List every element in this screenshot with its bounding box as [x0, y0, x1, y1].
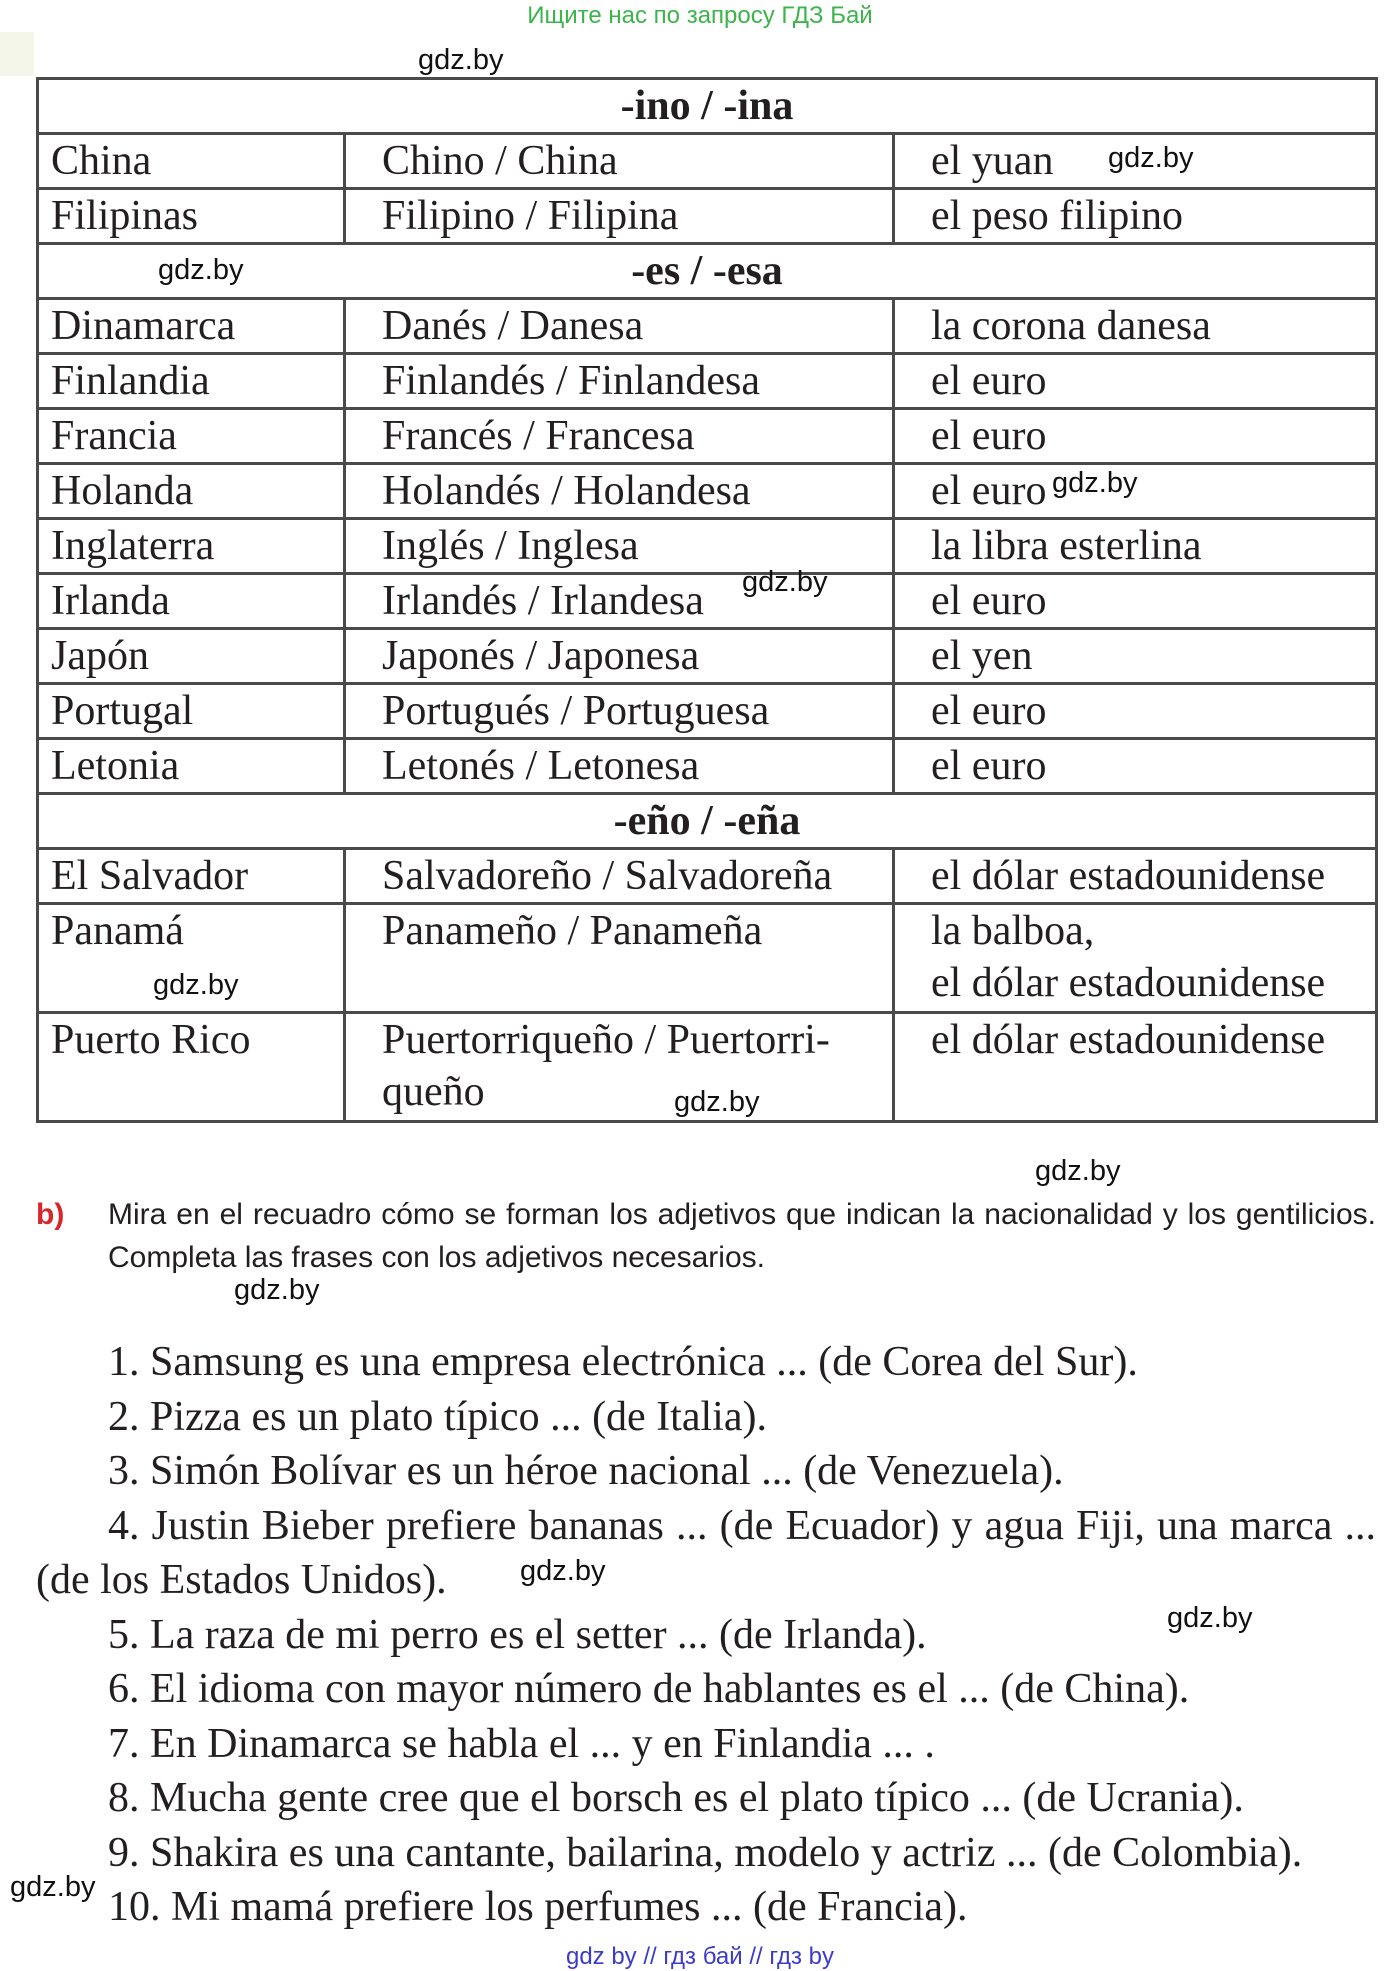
- table-row: [38, 684, 1377, 739]
- table-group-row: [38, 794, 1377, 849]
- table-row: [38, 354, 1377, 409]
- nationality-cell: Francés / Francesa: [345, 409, 894, 464]
- exercise-item: 3. Simón Bolívar es un héroe nacional ... (de Venezuela).: [108, 1448, 1064, 1494]
- group-label: -eño / -eña: [38, 794, 1377, 849]
- watermark: gdz.by: [418, 44, 504, 76]
- nationality-line: queño: [382, 1069, 485, 1115]
- nationality-cell: Chino / China: [345, 134, 894, 189]
- watermark: gdz.by: [742, 566, 828, 598]
- group-label: -ino / -ina: [38, 79, 1377, 134]
- country-cell: Portugal: [38, 684, 345, 739]
- exercise-item: 2. Pizza es un plato típico ... (de Italia).: [108, 1393, 767, 1440]
- currency-cell: el peso filipino: [894, 189, 1377, 244]
- table-row: [38, 739, 1377, 794]
- currency-cell: el euro: [894, 354, 1377, 409]
- table-row: [38, 574, 1377, 629]
- table-row: [38, 849, 1377, 904]
- table-row: [38, 629, 1377, 684]
- exercise-list: [36, 1335, 1376, 1935]
- exercise-item: 10. Mi mamá prefiere los perfumes ... (de Francia).: [108, 1884, 968, 1930]
- nationality-cell: Danés / Danesa: [345, 299, 894, 354]
- currency-cell: el euro: [894, 739, 1377, 794]
- currency-line: la balboa,: [931, 908, 1095, 954]
- table-row: [38, 299, 1377, 354]
- watermark: gdz.by: [1108, 142, 1194, 174]
- currency-cell: el yuan: [894, 134, 1377, 189]
- currency-cell: el euro: [894, 464, 1377, 519]
- nationality-cell: Irlandés / Irlandesa: [345, 574, 894, 629]
- table-row: [38, 409, 1377, 464]
- currency-cell: el dólar estadounidense: [894, 1013, 1377, 1122]
- nationality-cell: Panameño / Panameña: [345, 904, 894, 1013]
- watermark: gdz.by: [153, 969, 239, 1001]
- currency-cell: el dólar estadounidense: [894, 849, 1377, 904]
- country-cell: Letonia: [38, 739, 345, 794]
- task-instruction: Mira en el recuadro cómo se forman los adjetivos que indican la nacionalidad y los gentilicios. Completa las frases con los adjetivos necesarios.: [108, 1198, 1376, 1274]
- exercise-item: 4. Justin Bieber prefiere bananas ... (de Ecuador) y agua Fiji, una marca ... (de los Estados Unidos).: [36, 1502, 1376, 1603]
- country-cell: Irlanda: [38, 574, 345, 629]
- nationality-table: [36, 77, 1378, 1123]
- table-row: [38, 189, 1377, 244]
- nationality-cell: Japonés / Japonesa: [345, 629, 894, 684]
- nationality-cell: Letonés / Letonesa: [345, 739, 894, 794]
- country-cell: Filipinas: [38, 189, 345, 244]
- bottom-banner: gdz by // гдз бай // гдз by: [565, 1943, 835, 1970]
- country-cell: China: [38, 134, 345, 189]
- nationality-cell: [345, 1013, 894, 1122]
- nationality-cell: Holandés / Holandesa: [345, 464, 894, 519]
- currency-cell: el euro: [894, 684, 1377, 739]
- country-cell: Francia: [38, 409, 345, 464]
- watermark: gdz.by: [1052, 467, 1138, 499]
- nationality-line: Puertorriqueño / Puertorri-: [382, 1017, 830, 1063]
- country-cell: Inglaterra: [38, 519, 345, 574]
- watermark: gdz.by: [10, 1871, 96, 1903]
- currency-line: el dólar estadounidense: [931, 960, 1326, 1006]
- nationality-cell: Portugués / Portuguesa: [345, 684, 894, 739]
- country-cell: Puerto Rico: [38, 1013, 345, 1122]
- exercise-item: 9. Shakira es una cantante, bailarina, modelo y actriz ... (de Colombia).: [108, 1829, 1303, 1876]
- country-cell: El Salvador: [38, 849, 345, 904]
- country-cell: Panamá: [38, 904, 345, 1013]
- page-corner-mark: [0, 32, 34, 76]
- currency-cell: el yen: [894, 629, 1377, 684]
- top-banner: Ищите нас по запросу ГДЗ Бай: [527, 2, 873, 29]
- country-cell: Japón: [38, 629, 345, 684]
- currency-cell: el euro: [894, 409, 1377, 464]
- country-cell: Finlandia: [38, 354, 345, 409]
- task-marker: b): [36, 1198, 65, 1231]
- watermark: gdz.by: [1035, 1155, 1121, 1187]
- exercise-item: 8. Mucha gente cree que el borsch es el plato típico ... (de Ucrania).: [108, 1775, 1244, 1821]
- watermark: gdz.by: [1167, 1602, 1253, 1634]
- exercise-item: 5. La raza de mi perro es el setter ... (de Irlanda).: [108, 1611, 927, 1658]
- nationality-cell: Inglés / Inglesa: [345, 519, 894, 574]
- currency-cell: la libra esterlina: [894, 519, 1377, 574]
- table-row: [38, 464, 1377, 519]
- exercise-item: 6. El idioma con mayor número de hablantes es el ... (de China).: [108, 1666, 1190, 1712]
- exercise-item: 1. Samsung es una empresa electrónica ... (de Corea del Sur).: [108, 1339, 1138, 1385]
- currency-cell: el euro: [894, 574, 1377, 629]
- currency-cell: [894, 904, 1377, 1013]
- nationality-cell: Filipino / Filipina: [345, 189, 894, 244]
- table-group-row: [38, 79, 1377, 134]
- group-label: -es / -esa: [38, 244, 1377, 299]
- exercise-item: 7. En Dinamarca se habla el ... y en Finlandia ... .: [108, 1720, 935, 1767]
- watermark: gdz.by: [158, 254, 244, 286]
- nationality-cell: Finlandés / Finlandesa: [345, 354, 894, 409]
- watermark: gdz.by: [674, 1086, 760, 1118]
- nationality-cell: Salvadoreño / Salvadoreña: [345, 849, 894, 904]
- task-b: [36, 1193, 1376, 1279]
- watermark: gdz.by: [520, 1555, 606, 1587]
- table-row: [38, 519, 1377, 574]
- country-cell: Holanda: [38, 464, 345, 519]
- watermark: gdz.by: [234, 1274, 320, 1306]
- country-cell: Dinamarca: [38, 299, 345, 354]
- currency-cell: la corona danesa: [894, 299, 1377, 354]
